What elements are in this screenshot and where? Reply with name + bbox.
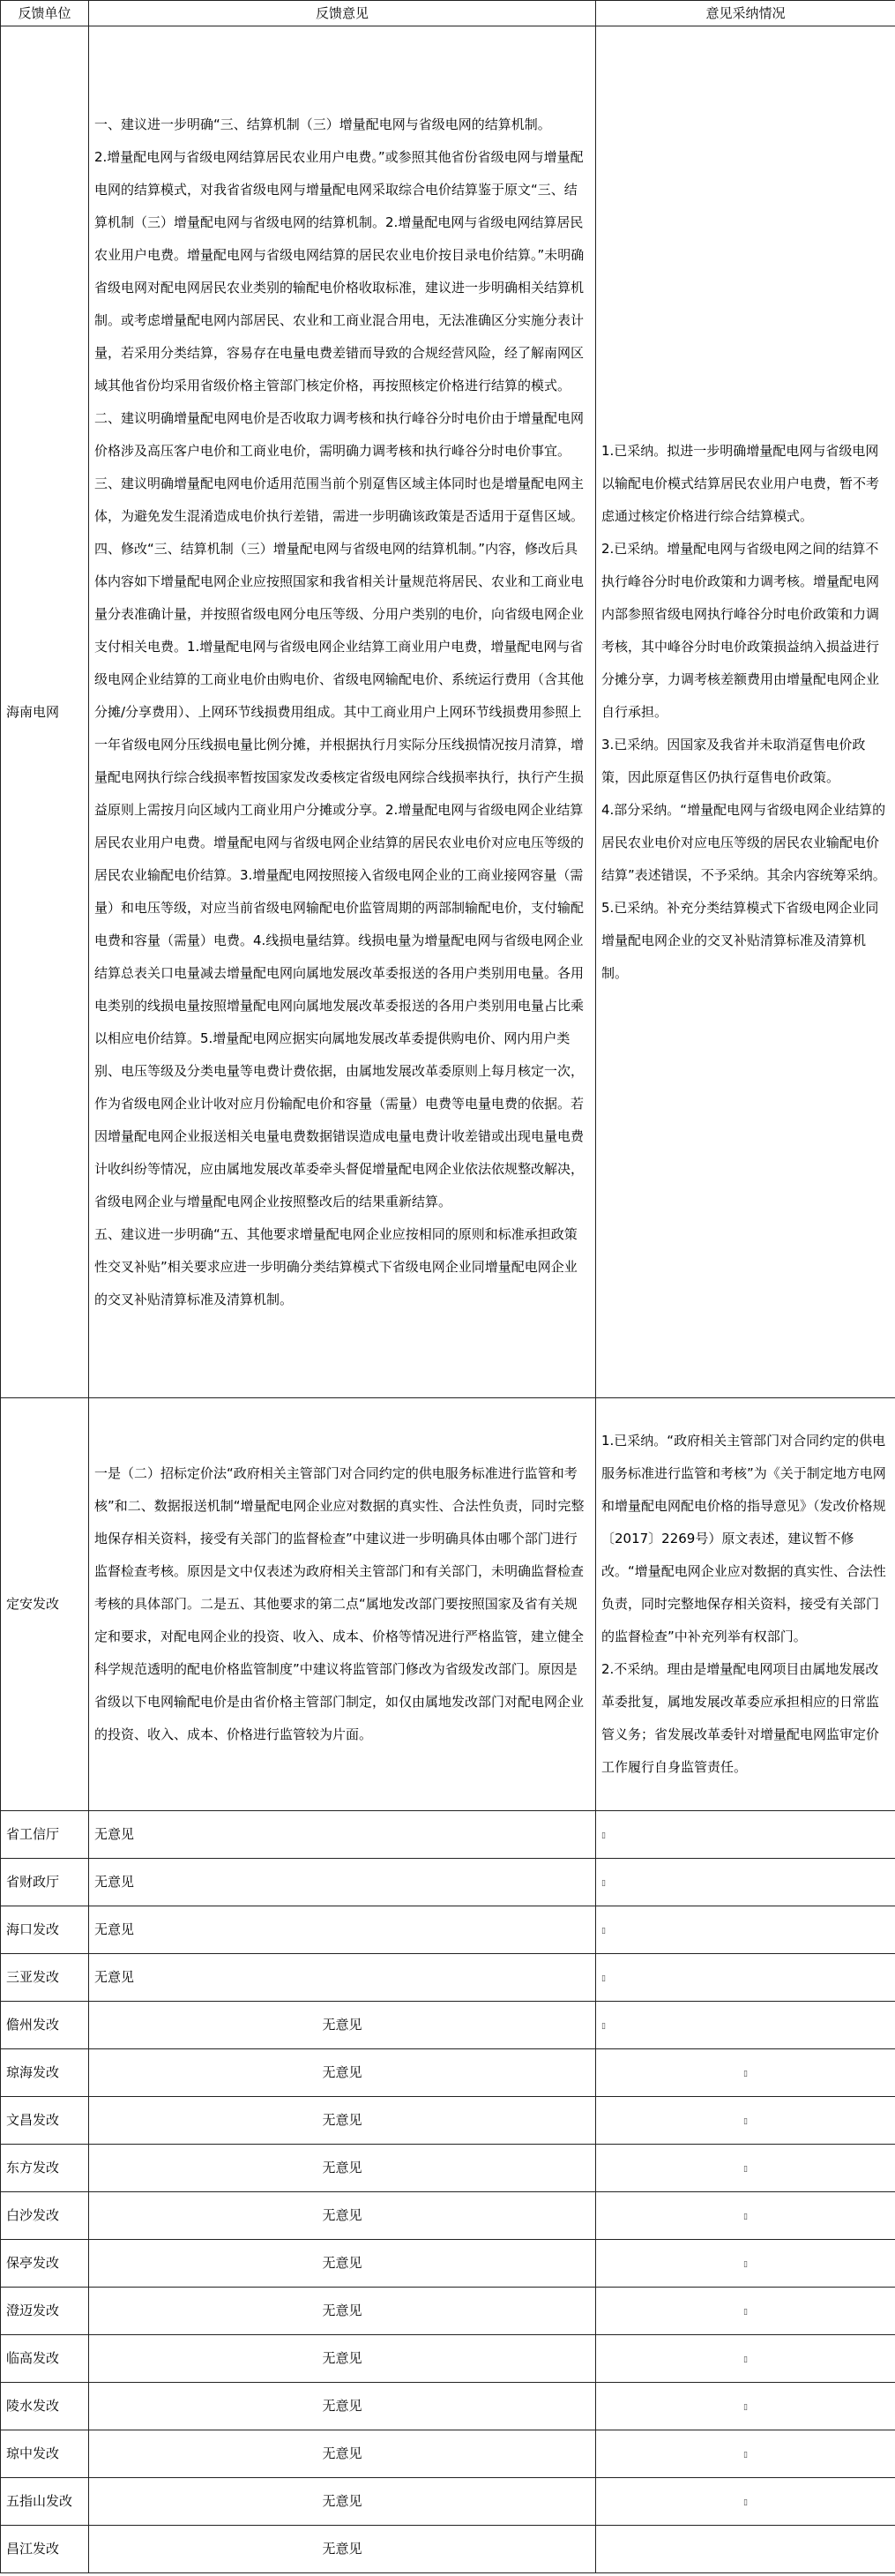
header-unit: 反馈单位 bbox=[1, 1, 89, 26]
placeholder-glyph: ▯ bbox=[601, 1926, 606, 1936]
feedback-paragraph: 三、建议明确增量配电网电价适用范围当前个别趸售区域主体同时也是增量配电网主体，为避免发生混淆造成电价执行差错，需进一步明确该政策是否适用于趸售区域。 bbox=[94, 475, 585, 524]
adoption-cell bbox=[596, 2335, 895, 2383]
feedback-paragraph: 四、修改“三、结算机制（三）增量配电网与省级电网的结算机制。”内容，修改后具体内容如下增量配电网企业应按照国家和我省相关计量规范将居民、农业和工商业电量分表准确计量，并按照省级电网分电压等级、分用户类别的电价，向省级电网企业支付相关电费。1.增量配电网与省级电网企业结算工商业用户电费，增量配电网与省级电网企业结算的工商业电价由购电价、省级电网输配电价、系统运行费用（含其他分摊/分享费用）、上网环节线损费用组成。其中工商业用户上网环节线损费用参照上一年省级电网分压线损电量比例分摊，并根据执行月实际分压线损情况按月清算，增量配电网执行综合线损率暂按国家发改委核定省级电网综合线损率执行，执行产生损益原则上需按月向区域内工商业用户分摊或分享。2.增量配电网与省级电网企业结算居民农业用户电费。增量配电网与省级电网企业结算的居民农业电价对应电压等级的居民农业输配电价结算。3.增量配电网按照接入省级电网企业的工商业接网容量（需量）和电压等级，对应当前省级电网输配电价监管周期的两部制输配电价，支付输配电费和容量（需量）电费。4.线损电量结算。线损电量为增量配电网与省级电网企业结算总表关口电量减去增量配电网向属地发展改革委报送的各用户类别用电量。各用电类别的线损电量按照增量配电网向属地发展改革委报送的各用户类别用电量占比乘以相应电价结算。5.增量配电网应据实向属地发展改革委提供购电价、网内用户类别、电压等级及分类电量等电费计费依据，由属地发展改革委原则上每月核定一次，作为省级电网企业计收对应月份输配电价和容量（需量）电费等电量电费的依据。若因增量配电网企业报送相关电量电费数据错误造成电量电费计收差错或出现电量电费计收纠纷等情况，应由属地发展改革委牵头督促增量配电网企业依法依规整改解决，省级电网企业与增量配电网企业按照整改后的结果重新结算。 bbox=[94, 540, 585, 1209]
placeholder-glyph: ▯ bbox=[743, 2355, 748, 2364]
table-row bbox=[1, 2049, 895, 2097]
table-header-row bbox=[1, 1, 895, 26]
feedback-cell: 无意见 bbox=[89, 2383, 596, 2430]
unit-cell: 临高发改 bbox=[1, 2335, 89, 2383]
table-row bbox=[1, 2097, 895, 2145]
placeholder-glyph: ▯ bbox=[601, 1878, 606, 1888]
placeholder-glyph: ▯ bbox=[601, 1973, 606, 1983]
unit-cell: 琼中发改 bbox=[1, 2430, 89, 2478]
adoption-paragraph: 1.已采纳。拟进一步明确增量配电网与省级电网以输配电价模式结算居民农业用户电费，暂不考虑通过核定价格进行综合结算模式。 bbox=[601, 442, 880, 524]
feedback-cell: 无意见 bbox=[89, 2240, 596, 2288]
table-row bbox=[1, 2288, 895, 2335]
unit-cell: 保亭发改 bbox=[1, 2240, 89, 2288]
adoption-cell bbox=[596, 2526, 895, 2573]
unit-cell: 海口发改 bbox=[1, 1906, 89, 1954]
adoption-cell bbox=[596, 2478, 895, 2526]
feedback-cell bbox=[89, 1398, 596, 1811]
adoption-paragraph: 3.已采纳。因国家及我省并未取消趸售电价政策，因此原趸售区仍执行趸售电价政策。 bbox=[601, 736, 866, 785]
adoption-cell bbox=[596, 2145, 895, 2192]
unit-cell: 东方发改 bbox=[1, 2145, 89, 2192]
placeholder-glyph: ▯ bbox=[743, 2069, 748, 2078]
feedback-cell: 无意见 bbox=[89, 1859, 596, 1906]
feedback-cell: 无意见 bbox=[89, 2002, 596, 2049]
unit-cell: 省工信厅 bbox=[1, 1811, 89, 1859]
feedback-cell: 无意见 bbox=[89, 2097, 596, 2145]
adoption-cell bbox=[596, 2288, 895, 2335]
adoption-cell bbox=[596, 1811, 895, 1859]
table-row bbox=[1, 2478, 895, 2526]
table-row bbox=[1, 2335, 895, 2383]
unit-cell: 文昌发改 bbox=[1, 2097, 89, 2145]
adoption-cell bbox=[596, 1954, 895, 2002]
adoption-paragraph: 5.已采纳。补充分类结算模式下省级电网企业同增量配电网企业的交叉补贴清算标准及清算机制。 bbox=[601, 899, 879, 981]
feedback-cell: 无意见 bbox=[89, 2288, 596, 2335]
unit-cell: 儋州发改 bbox=[1, 2002, 89, 2049]
feedback-paragraph: 一是（二）招标定价法“政府相关主管部门对合同约定的供电服务标准进行监管和考核”和二、数据报送机制“增量配电网企业应对数据的真实性、合法性负责，同时完整地保存相关资料，接受有关部门的监督检查”中建议进一步明确具体由哪个部门进行监督检查考核。原因是文中仅表述为政府相关主管部门和有关部门，未明确监督检查考核的具体部门。二是五、其他要求的第二点“属地发改部门要按照国家及省有关规定和要求，对配电网企业的投资、收入、成本、价格等情况进行严格监管，建立健全科学规范透明的配电价格监管制度”中建议将监管部门修改为省级发改部门。原因是省级以下电网输配电价是由省价格主管部门制定，如仅由属地发改部门对配电网企业的投资、收入、成本、价格进行监管较为片面。 bbox=[94, 1465, 585, 1742]
placeholder-glyph: ▯ bbox=[743, 2259, 748, 2269]
feedback-cell: 无意见 bbox=[89, 1906, 596, 1954]
feedback-paragraph: 五、建议进一步明确“五、其他要求增量配电网企业应按相同的原则和标准承担政策性交叉补贴”相关要求应进一步明确分类结算模式下省级电网企业同增量配电网企业的交叉补贴清算标准及清算机制。 bbox=[94, 1225, 578, 1307]
header-feedback: 反馈意见 bbox=[89, 1, 596, 26]
unit-cell: 陵水发改 bbox=[1, 2383, 89, 2430]
adoption-cell bbox=[596, 2049, 895, 2097]
feedback-cell: 无意见 bbox=[89, 2145, 596, 2192]
unit-cell: 昌江发改 bbox=[1, 2526, 89, 2573]
placeholder-glyph: ▯ bbox=[743, 2450, 748, 2460]
adoption-cell bbox=[596, 2097, 895, 2145]
feedback-cell: 无意见 bbox=[89, 1954, 596, 2002]
table-row bbox=[1, 2192, 895, 2240]
table-row bbox=[1, 26, 895, 1398]
feedback-cell: 无意见 bbox=[89, 1811, 596, 1859]
header-adoption: 意见采纳情况 bbox=[596, 1, 895, 26]
feedback-cell: 无意见 bbox=[89, 2049, 596, 2097]
table-row bbox=[1, 2145, 895, 2192]
feedback-cell: 无意见 bbox=[89, 2192, 596, 2240]
feedback-cell: 无意见 bbox=[89, 2335, 596, 2383]
adoption-paragraph: 1.已采纳。“政府相关主管部门对合同约定的供电服务标准进行监管和考核”为《关于制定地方电网和增量配电网配电价格的指导意见》（发改价格规〔2017〕2269号）原文表述，建议暂不修改。“增量配电网企业应对数据的真实性、合法性负责，同时完整地保存相关资料，接受有关部门的监督检查”中补充列举有权部门。 bbox=[601, 1433, 886, 1644]
table-row bbox=[1, 1398, 895, 1811]
unit-cell: 省财政厅 bbox=[1, 1859, 89, 1906]
unit-cell: 琼海发改 bbox=[1, 2049, 89, 2097]
adoption-paragraph: 2.不采纳。理由是增量配电网项目由属地发展改革委批复，属地发展改革委应承担相应的日常监管义务；省发展改革委针对增量配电网监审定价工作履行自身监管责任。 bbox=[601, 1661, 880, 1775]
unit-cell: 三亚发改 bbox=[1, 1954, 89, 2002]
placeholder-glyph: ▯ bbox=[743, 2307, 748, 2317]
feedback-paragraph: 二、建议明确增量配电网电价是否收取力调考核和执行峰谷分时电价由于增量配电网价格涉及高压客户电价和工商业电价，需明确力调考核和执行峰谷分时电价事宜。 bbox=[94, 409, 585, 459]
unit-cell: 五指山发改 bbox=[1, 2478, 89, 2526]
table-row bbox=[1, 1811, 895, 1859]
table-row bbox=[1, 2383, 895, 2430]
feedback-cell: 无意见 bbox=[89, 2478, 596, 2526]
adoption-cell bbox=[596, 2002, 895, 2049]
placeholder-glyph: ▯ bbox=[743, 2402, 748, 2412]
adoption-paragraph: 2.已采纳。增量配电网与省级电网之间的结算不执行峰谷分时电价政策和力调考核。增量配电网内部参照省级电网执行峰谷分时电价政策和力调考核，其中峰谷分时电价政策损益纳入损益进行分摊分享，力调考核差额费用由增量配电网企业自行承担。 bbox=[601, 540, 880, 720]
feedback-cell: 无意见 bbox=[89, 2430, 596, 2478]
unit-cell: 白沙发改 bbox=[1, 2192, 89, 2240]
table-row bbox=[1, 1859, 895, 1906]
placeholder-glyph: ▯ bbox=[601, 1831, 606, 1840]
adoption-cell bbox=[596, 2383, 895, 2430]
adoption-cell bbox=[596, 2430, 895, 2478]
unit-cell: 海南电网 bbox=[1, 26, 89, 1398]
adoption-cell bbox=[596, 26, 895, 1398]
placeholder-glyph: ▯ bbox=[743, 2116, 748, 2126]
placeholder-glyph: ▯ bbox=[743, 2212, 748, 2221]
table-row bbox=[1, 2240, 895, 2288]
adoption-cell bbox=[596, 1859, 895, 1906]
placeholder-glyph: ▯ bbox=[743, 2497, 748, 2507]
table-row bbox=[1, 2430, 895, 2478]
table-row bbox=[1, 1954, 895, 2002]
placeholder-glyph: ▯ bbox=[743, 2164, 748, 2174]
adoption-cell bbox=[596, 2240, 895, 2288]
placeholder-glyph: ▯ bbox=[601, 2021, 606, 2031]
adoption-cell bbox=[596, 2192, 895, 2240]
adoption-cell bbox=[596, 1906, 895, 1954]
table-row bbox=[1, 2002, 895, 2049]
adoption-paragraph: 4.部分采纳。“增量配电网与省级电网企业结算的居民农业电价对应电压等级的居民农业输配电价结算”表述错误，不予采纳。其余内容统筹采纳。 bbox=[601, 801, 886, 883]
feedback-cell: 无意见 bbox=[89, 2526, 596, 2573]
adoption-cell bbox=[596, 1398, 895, 1811]
feedback-paragraph: 一、建议进一步明确“三、结算机制（三）增量配电网与省级电网的结算机制。 bbox=[94, 116, 551, 132]
feedback-cell bbox=[89, 26, 596, 1398]
table-row bbox=[1, 2526, 895, 2573]
feedback-paragraph: 2.增量配电网与省级电网结算居民农业用户电费。”或参照其他省份省级电网与增量配电网的结算模式，对我省省级电网与增量配电网采取综合电价结算鉴于原文“三、结算机制（三）增量配电网与省级电网的结算机制。2.增量配电网与省级电网结算居民农业用户电费。增量配电网与省级电网结算的居民农业电价按目录电价结算。”未明确省级电网对配电网居民农业类别的输配电价格收取标准，建议进一步明确相关结算机制。或考虑增量配电网内部居民、农业和工商业混合用电，无法准确区分实施分表计量，若采用分类结算，容易存在电量电费差错而导致的合规经营风险，经了解南网区域其他省份均采用省级价格主管部门核定价格，再按照核定价格进行结算的模式。 bbox=[94, 148, 585, 393]
unit-cell: 定安发改 bbox=[1, 1398, 89, 1811]
table-row bbox=[1, 1906, 895, 1954]
unit-cell: 澄迈发改 bbox=[1, 2288, 89, 2335]
